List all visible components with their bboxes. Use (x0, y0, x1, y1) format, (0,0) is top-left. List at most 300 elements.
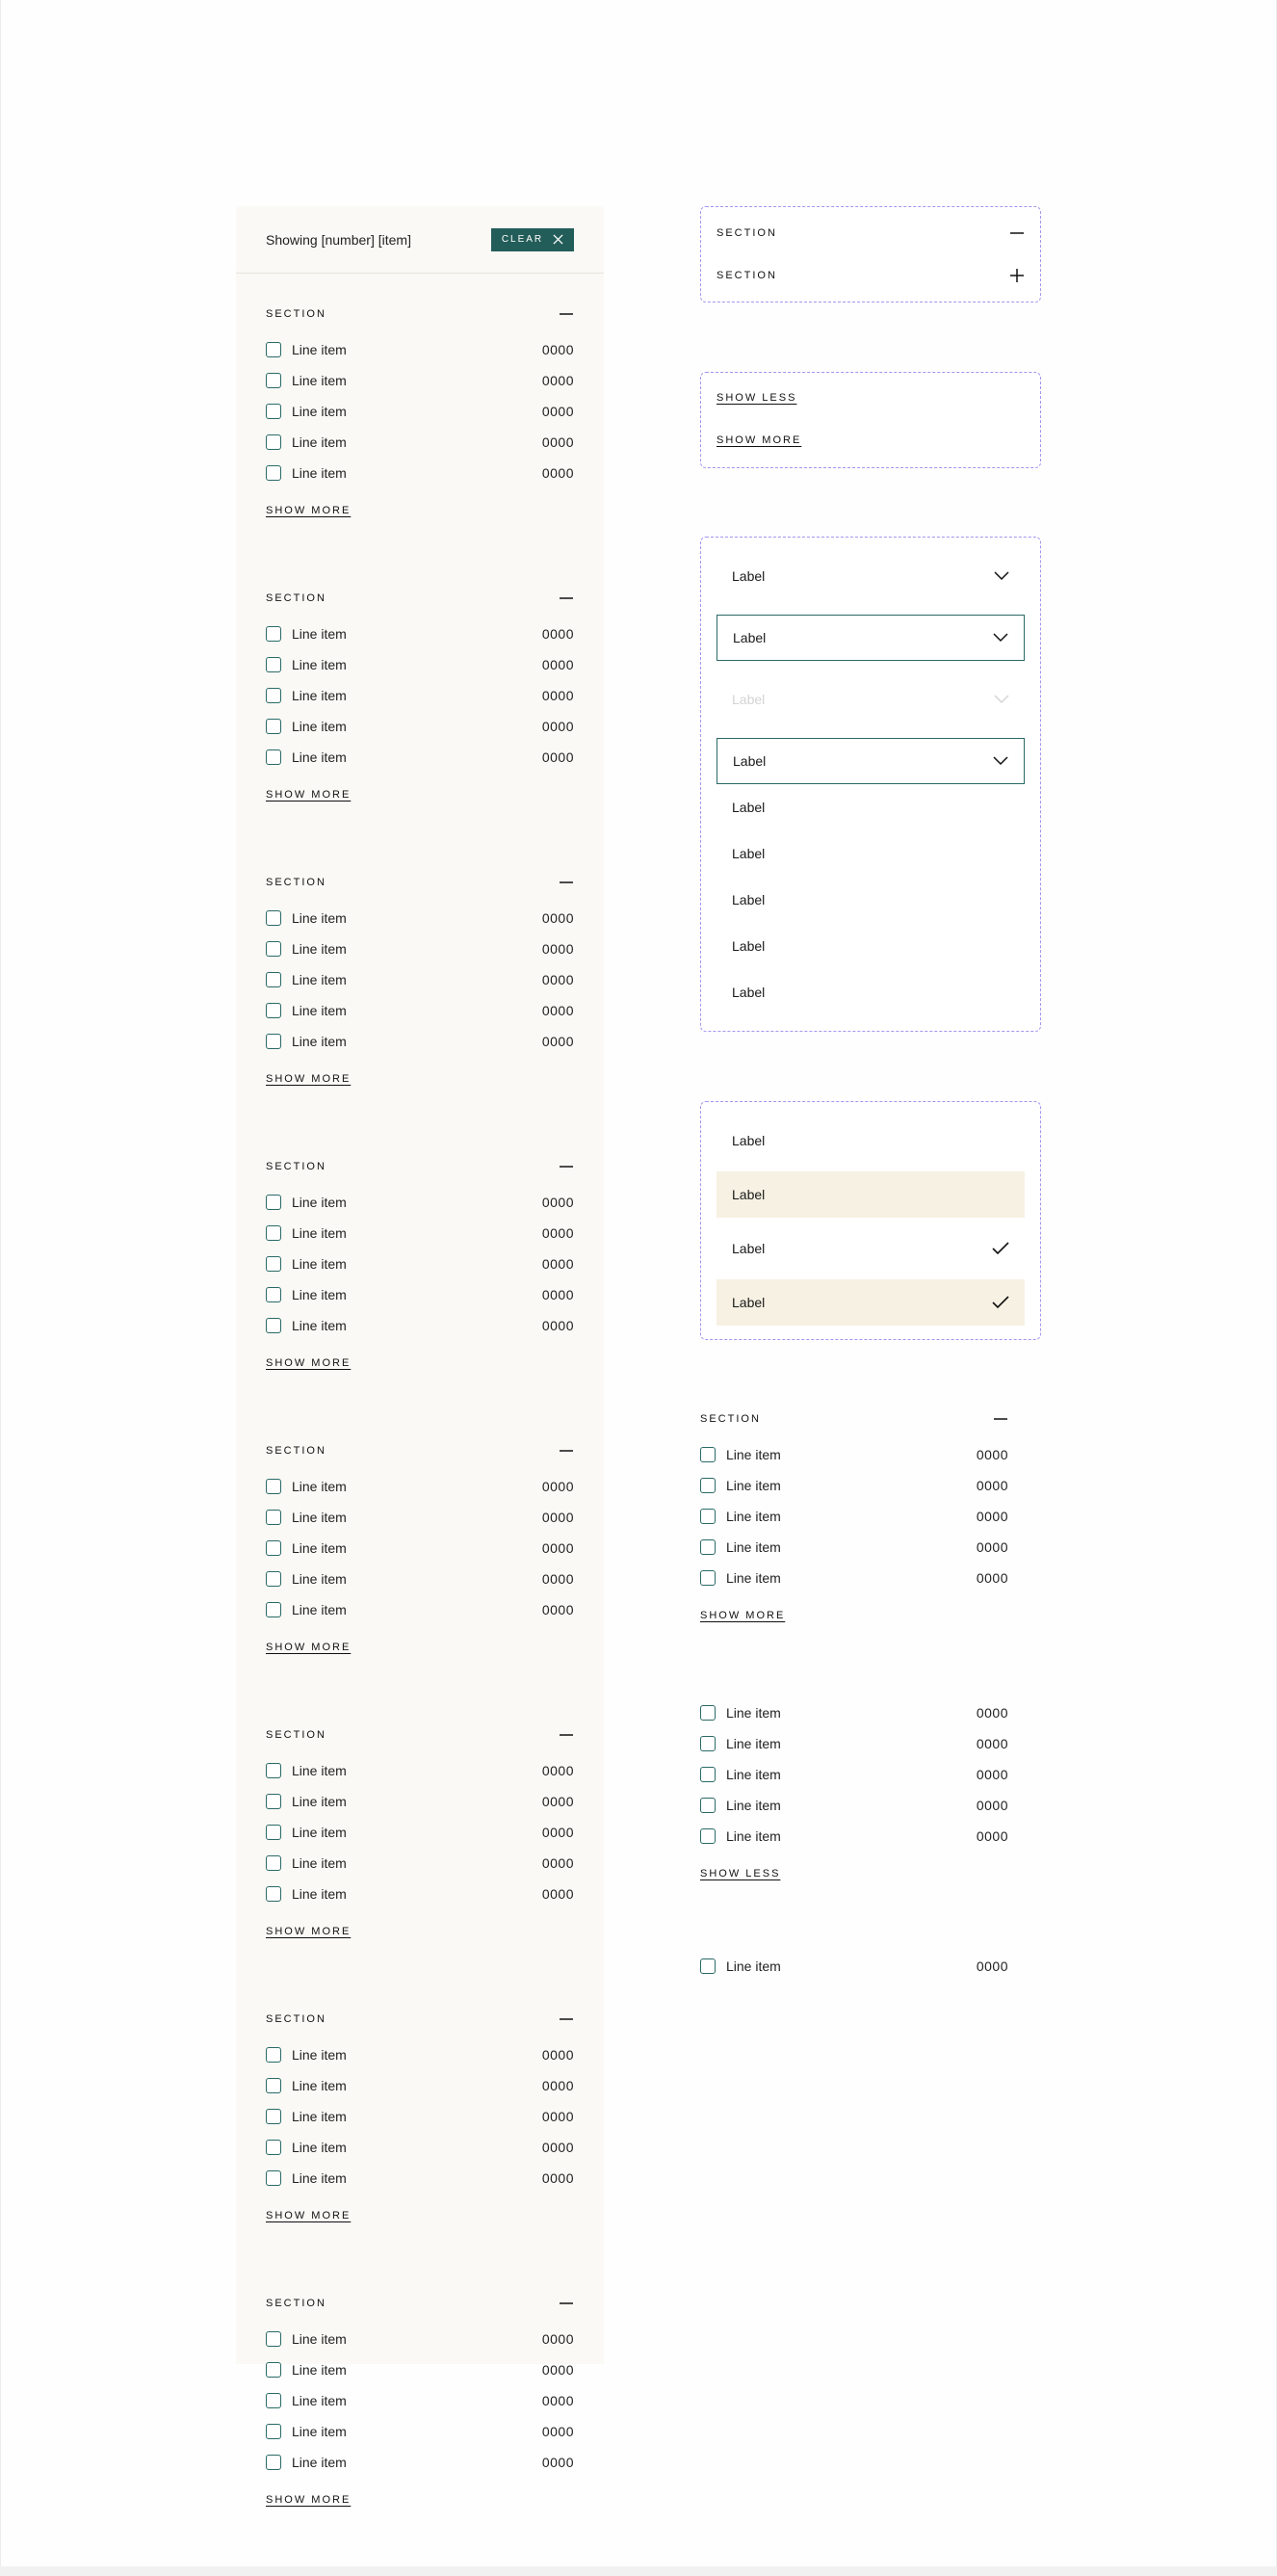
item-label: Line item (292, 749, 347, 765)
checkbox[interactable] (266, 626, 281, 642)
list-item[interactable] (266, 2163, 574, 2194)
list-item[interactable] (266, 458, 574, 488)
option-label: Label (732, 1295, 766, 1310)
minus-icon[interactable] (559, 875, 574, 890)
list-item[interactable] (266, 396, 574, 427)
item-count: 0000 (541, 1225, 574, 1241)
item-count: 0000 (541, 2078, 574, 2093)
checkbox[interactable] (266, 2140, 281, 2155)
section-items (266, 618, 574, 773)
checkbox[interactable] (266, 1794, 281, 1809)
item-left (266, 2109, 347, 2124)
checkbox[interactable] (266, 404, 281, 419)
dropdown-label: Label (732, 568, 766, 584)
show-more-link[interactable]: SHOW MORE (266, 1642, 352, 1653)
item-count: 0000 (541, 626, 574, 642)
item-count: 0000 (541, 1256, 574, 1272)
item-label: Line item (292, 1479, 347, 1494)
item-left (266, 2331, 347, 2347)
list-item[interactable] (266, 1755, 574, 1786)
filter-section (236, 1724, 604, 1979)
option-hover[interactable] (717, 1171, 1025, 1218)
item-label: Line item (292, 1287, 347, 1302)
item-label: Line item (292, 465, 347, 481)
checkbox[interactable] (266, 657, 281, 672)
section-items (700, 1697, 1008, 1852)
item-count: 0000 (541, 2170, 574, 2186)
item-left (266, 1825, 347, 1840)
list-item[interactable] (266, 2324, 574, 2354)
filter-header (236, 206, 604, 274)
item-left (266, 1034, 347, 1049)
checkmark-icon (992, 1296, 1009, 1309)
list-item[interactable] (266, 334, 574, 365)
item-count: 0000 (541, 1003, 574, 1018)
minus-icon[interactable] (559, 1443, 574, 1459)
item-label: Line item (292, 1510, 347, 1525)
item-label: Line item (292, 2362, 347, 2378)
minus-icon[interactable] (559, 2011, 574, 2027)
item-count: 0000 (976, 1767, 1008, 1782)
item-label: Line item (292, 972, 347, 987)
list-item[interactable] (266, 1502, 574, 1533)
item-count: 0000 (541, 688, 574, 703)
item-label: Line item (292, 1256, 347, 1272)
item-count: 0000 (541, 2109, 574, 2124)
list-item[interactable] (266, 933, 574, 964)
item-label: Line item (292, 688, 347, 703)
section-title: SECTION (717, 270, 777, 281)
item-left (266, 2455, 347, 2470)
section-items (266, 1187, 574, 1341)
item-left (266, 373, 347, 388)
checkbox[interactable] (700, 1509, 716, 1524)
checkbox[interactable] (266, 434, 281, 450)
list-item[interactable] (700, 1563, 1008, 1593)
checkbox[interactable] (266, 342, 281, 357)
minus-icon (1009, 225, 1025, 241)
accordion-states-frame (700, 206, 1041, 302)
section-title: SECTION (266, 592, 326, 604)
checkbox[interactable] (266, 1886, 281, 1902)
show-more-link[interactable]: SHOW MORE (266, 1357, 352, 1369)
item-count: 0000 (541, 1318, 574, 1333)
list-item[interactable] (266, 2101, 574, 2132)
item-label: Line item (292, 1540, 347, 1556)
checkbox[interactable] (266, 2047, 281, 2063)
chevron-down-icon (994, 571, 1009, 581)
item-label: Line item (726, 1509, 781, 1524)
list-item[interactable] (266, 649, 574, 680)
show-more-link[interactable]: SHOW MORE (266, 2494, 352, 2506)
item-label: Line item (726, 1447, 781, 1462)
checkbox[interactable] (266, 2424, 281, 2439)
plus-icon (1009, 268, 1025, 283)
checkbox[interactable] (266, 688, 281, 703)
section-title: SECTION (266, 1729, 326, 1741)
item-count: 0000 (976, 1509, 1008, 1524)
list-item[interactable] (266, 995, 574, 1026)
checkbox[interactable] (700, 1958, 716, 1974)
section-items (266, 2324, 574, 2478)
item-label: Line item (292, 1602, 347, 1617)
checkbox[interactable] (266, 719, 281, 734)
item-left (266, 404, 347, 419)
checkbox[interactable] (700, 1570, 716, 1586)
item-label: Line item (292, 1794, 347, 1809)
item-label: Line item (726, 1736, 781, 1751)
section-items (266, 1755, 574, 1909)
item-label: Line item (292, 1034, 347, 1049)
show-more-link[interactable]: SHOW MORE (266, 1073, 352, 1085)
item-left (700, 1958, 781, 1974)
section-header[interactable] (266, 1156, 574, 1177)
item-label: Line item (726, 1798, 781, 1813)
checkbox[interactable] (266, 972, 281, 987)
list-item[interactable] (266, 2416, 574, 2447)
checkbox[interactable] (700, 1798, 716, 1813)
item-left (266, 688, 347, 703)
list-item[interactable] (266, 711, 574, 742)
item-count: 0000 (976, 1736, 1008, 1751)
minus-icon[interactable] (559, 1727, 574, 1743)
section-items (700, 1439, 1008, 1593)
checkbox[interactable] (266, 749, 281, 765)
list-item[interactable] (266, 1594, 574, 1625)
clear-button[interactable] (491, 228, 574, 251)
checkbox[interactable] (266, 1825, 281, 1840)
list-item[interactable] (700, 1790, 1008, 1821)
item-count: 0000 (541, 1602, 574, 1617)
results-count-text: Showing [number] [item] (266, 231, 411, 248)
item-left (700, 1570, 781, 1586)
checkbox[interactable] (700, 1767, 716, 1782)
item-left (700, 1539, 781, 1555)
list-item[interactable] (700, 1470, 1008, 1501)
option-states-frame (700, 1101, 1041, 1340)
dropdown-states-frame (700, 537, 1041, 1032)
checkbox[interactable] (266, 2455, 281, 2470)
list-item[interactable] (700, 1532, 1008, 1563)
checkbox[interactable] (266, 1602, 281, 1617)
list-item[interactable] (700, 1728, 1008, 1759)
list-item[interactable] (266, 1249, 574, 1279)
checkbox[interactable] (266, 1763, 281, 1778)
dropdown-focused[interactable] (717, 615, 1025, 661)
list-item[interactable] (700, 1951, 1008, 1982)
item-label: Line item (726, 1478, 781, 1493)
item-label: Line item (292, 626, 347, 642)
dropdown-option[interactable]: Label (732, 846, 766, 861)
list-item[interactable] (700, 1501, 1008, 1532)
item-label: Line item (292, 910, 347, 926)
section-title: SECTION (266, 2013, 326, 2025)
dropdown-option[interactable]: Label (732, 800, 766, 815)
item-count: 0000 (541, 2455, 574, 2470)
item-count: 0000 (541, 2331, 574, 2347)
show-less-link[interactable]: SHOW LESS (717, 392, 797, 404)
section-header[interactable] (266, 2009, 574, 2030)
minus-icon[interactable] (559, 2296, 574, 2311)
checkbox[interactable] (266, 2362, 281, 2378)
checkbox[interactable] (266, 1479, 281, 1494)
minus-icon[interactable] (559, 306, 574, 322)
link-states-frame (700, 372, 1041, 468)
checkbox[interactable] (266, 2393, 281, 2408)
item-left (266, 749, 347, 765)
item-label: Line item (292, 2170, 347, 2186)
list-item[interactable] (266, 1279, 574, 1310)
item-count: 0000 (541, 1510, 574, 1525)
item-count: 0000 (976, 1570, 1008, 1586)
item-label: Line item (292, 1855, 347, 1871)
item-left (266, 2140, 347, 2155)
item-left (266, 1225, 347, 1241)
item-count: 0000 (541, 910, 574, 926)
item-label: Line item (292, 1825, 347, 1840)
item-left (266, 1794, 347, 1809)
checkbox[interactable] (266, 465, 281, 481)
filter-panel (236, 206, 604, 2506)
section-header[interactable] (266, 1440, 574, 1461)
checkbox[interactable] (266, 1855, 281, 1871)
item-count: 0000 (541, 749, 574, 765)
item-left (266, 2362, 347, 2378)
section-title: SECTION (700, 1413, 761, 1425)
dropdown-default[interactable] (717, 553, 1025, 599)
list-item[interactable] (266, 2447, 574, 2478)
list-item[interactable] (266, 1848, 574, 1879)
checkbox[interactable] (266, 1510, 281, 1525)
list-item[interactable] (266, 903, 574, 933)
option-selected-hover[interactable] (717, 1279, 1025, 1326)
checkbox[interactable] (700, 1447, 716, 1462)
item-count: 0000 (541, 1034, 574, 1049)
item-count: 0000 (976, 1798, 1008, 1813)
show-more-link[interactable]: SHOW MORE (266, 789, 352, 801)
checkbox[interactable] (266, 1571, 281, 1587)
checkbox[interactable] (700, 1736, 716, 1751)
chevron-down-icon (993, 633, 1008, 643)
item-count: 0000 (541, 465, 574, 481)
checkbox[interactable] (266, 1287, 281, 1302)
checkbox[interactable] (266, 1195, 281, 1210)
section-header[interactable] (266, 1724, 574, 1746)
item-count: 0000 (541, 1479, 574, 1494)
checkbox[interactable] (266, 2078, 281, 2093)
item-label: Line item (292, 404, 347, 419)
item-left (266, 465, 347, 481)
list-item[interactable] (266, 1786, 574, 1817)
show-more-link[interactable]: SHOW MORE (266, 2210, 352, 2221)
list-item[interactable] (266, 2039, 574, 2070)
item-label: Line item (292, 657, 347, 672)
list-item[interactable] (266, 680, 574, 711)
option-selected[interactable] (717, 1225, 1025, 1272)
item-count: 0000 (541, 1825, 574, 1840)
list-item[interactable] (266, 1026, 574, 1057)
standalone-section (700, 1408, 1008, 1623)
item-left (266, 1003, 347, 1018)
checkbox[interactable] (266, 1256, 281, 1272)
accordion-header-expanded[interactable] (717, 223, 1025, 243)
checkbox[interactable] (266, 1034, 281, 1049)
list-item[interactable] (266, 1533, 574, 1564)
list-item[interactable] (266, 427, 574, 458)
list-item[interactable] (266, 365, 574, 396)
item-left (700, 1509, 781, 1524)
item-count: 0000 (541, 1763, 574, 1778)
item-label: Line item (292, 342, 347, 357)
checkbox[interactable] (266, 1225, 281, 1241)
show-more-link[interactable]: SHOW MORE (266, 505, 352, 516)
clear-button-label: CLEAR (501, 234, 544, 245)
item-label: Line item (292, 434, 347, 450)
item-left (700, 1447, 781, 1462)
checkmark-icon (992, 1242, 1009, 1255)
list-item[interactable] (266, 2070, 574, 2101)
list-item[interactable] (266, 2132, 574, 2163)
dropdown-option[interactable]: Label (732, 938, 766, 954)
accordion-header-collapsed[interactable] (717, 266, 1025, 285)
checkbox[interactable] (700, 1478, 716, 1493)
list-item[interactable] (700, 1439, 1008, 1470)
checkbox[interactable] (700, 1539, 716, 1555)
item-count: 0000 (541, 719, 574, 734)
section-title: SECTION (266, 308, 326, 320)
list-item[interactable] (266, 618, 574, 649)
section-header[interactable] (266, 872, 574, 893)
item-left (266, 1479, 347, 1494)
list-item[interactable] (266, 1879, 574, 1909)
show-more-link[interactable]: SHOW MORE (717, 434, 802, 446)
section-header[interactable] (700, 1408, 1008, 1430)
item-left (266, 1287, 347, 1302)
item-left (700, 1767, 781, 1782)
show-more-link[interactable]: SHOW MORE (700, 1610, 786, 1621)
item-label: Line item (292, 719, 347, 734)
section-header[interactable] (266, 303, 574, 325)
item-left (266, 2078, 347, 2093)
section-title: SECTION (266, 1445, 326, 1457)
show-more-link[interactable]: SHOW MORE (266, 1926, 352, 1937)
item-label: Line item (292, 941, 347, 957)
checkbox[interactable] (266, 1318, 281, 1333)
list-item[interactable] (266, 2385, 574, 2416)
item-count: 0000 (541, 2140, 574, 2155)
chevron-down-icon (994, 695, 1009, 704)
show-less-link[interactable]: SHOW LESS (700, 1868, 781, 1879)
item-count: 0000 (976, 1478, 1008, 1493)
list-item[interactable] (266, 1310, 574, 1341)
item-left (700, 1736, 781, 1751)
item-count: 0000 (541, 1287, 574, 1302)
item-left (266, 1571, 347, 1587)
list-item[interactable] (266, 742, 574, 773)
section-items (266, 903, 574, 1057)
item-count: 0000 (976, 1447, 1008, 1462)
item-count: 0000 (541, 1794, 574, 1809)
single-item-example (700, 1951, 1008, 1982)
list-item[interactable] (700, 1759, 1008, 1790)
item-left (266, 719, 347, 734)
checkbox[interactable] (266, 2170, 281, 2186)
minus-icon[interactable] (559, 1159, 574, 1174)
section-header[interactable] (266, 2293, 574, 2314)
option-label: Label (732, 1133, 766, 1148)
item-count: 0000 (541, 373, 574, 388)
list-item[interactable] (266, 1187, 574, 1218)
minus-icon[interactable] (559, 591, 574, 606)
item-label: Line item (292, 2393, 347, 2408)
checkbox[interactable] (266, 941, 281, 957)
item-left (266, 972, 347, 987)
section-title: SECTION (266, 877, 326, 888)
item-count: 0000 (541, 2424, 574, 2439)
filter-section (236, 2009, 604, 2263)
item-count: 0000 (541, 434, 574, 450)
item-left (700, 1798, 781, 1813)
filter-section (236, 1440, 604, 1695)
item-label: Line item (726, 1705, 781, 1721)
list-item[interactable] (266, 1564, 574, 1594)
list-item[interactable] (266, 2354, 574, 2385)
item-left (266, 910, 347, 926)
checkbox[interactable] (266, 1540, 281, 1556)
list-item[interactable] (266, 1471, 574, 1502)
checkbox[interactable] (266, 910, 281, 926)
dropdown-label: Label (733, 753, 767, 769)
item-left (266, 1763, 347, 1778)
checkbox[interactable] (266, 373, 281, 388)
option-default[interactable] (717, 1117, 1025, 1164)
item-left (266, 2424, 347, 2439)
item-count: 0000 (541, 2393, 574, 2408)
dropdown-option[interactable]: Label (732, 985, 766, 1000)
checkbox[interactable] (700, 1828, 716, 1844)
item-count: 0000 (976, 1828, 1008, 1844)
list-item[interactable] (266, 964, 574, 995)
item-label: Line item (292, 1886, 347, 1902)
filter-section (236, 872, 604, 1126)
item-label: Line item (292, 2047, 347, 2063)
item-label: Line item (292, 2455, 347, 2470)
list-item[interactable] (266, 1817, 574, 1848)
item-label: Line item (292, 2140, 347, 2155)
item-left (266, 1318, 347, 1333)
checkbox[interactable] (266, 2331, 281, 2347)
item-label: Line item (292, 2078, 347, 2093)
checkbox[interactable] (266, 2109, 281, 2124)
section-title: SECTION (266, 2298, 326, 2309)
list-item[interactable] (700, 1697, 1008, 1728)
dropdown-open[interactable] (717, 738, 1025, 784)
item-left (266, 1195, 347, 1210)
section-header[interactable] (266, 588, 574, 609)
list-item[interactable] (700, 1821, 1008, 1852)
item-label: Line item (292, 373, 347, 388)
item-count: 0000 (541, 2362, 574, 2378)
dropdown-option[interactable]: Label (732, 892, 766, 907)
bottom-scroll-bar (0, 2566, 1277, 2576)
item-label: Line item (292, 1195, 347, 1210)
checkbox[interactable] (700, 1705, 716, 1721)
item-label: Line item (726, 1570, 781, 1586)
dropdown-label: Label (733, 630, 767, 645)
checkbox[interactable] (266, 1003, 281, 1018)
section-items (266, 2039, 574, 2194)
list-item[interactable] (266, 1218, 574, 1249)
